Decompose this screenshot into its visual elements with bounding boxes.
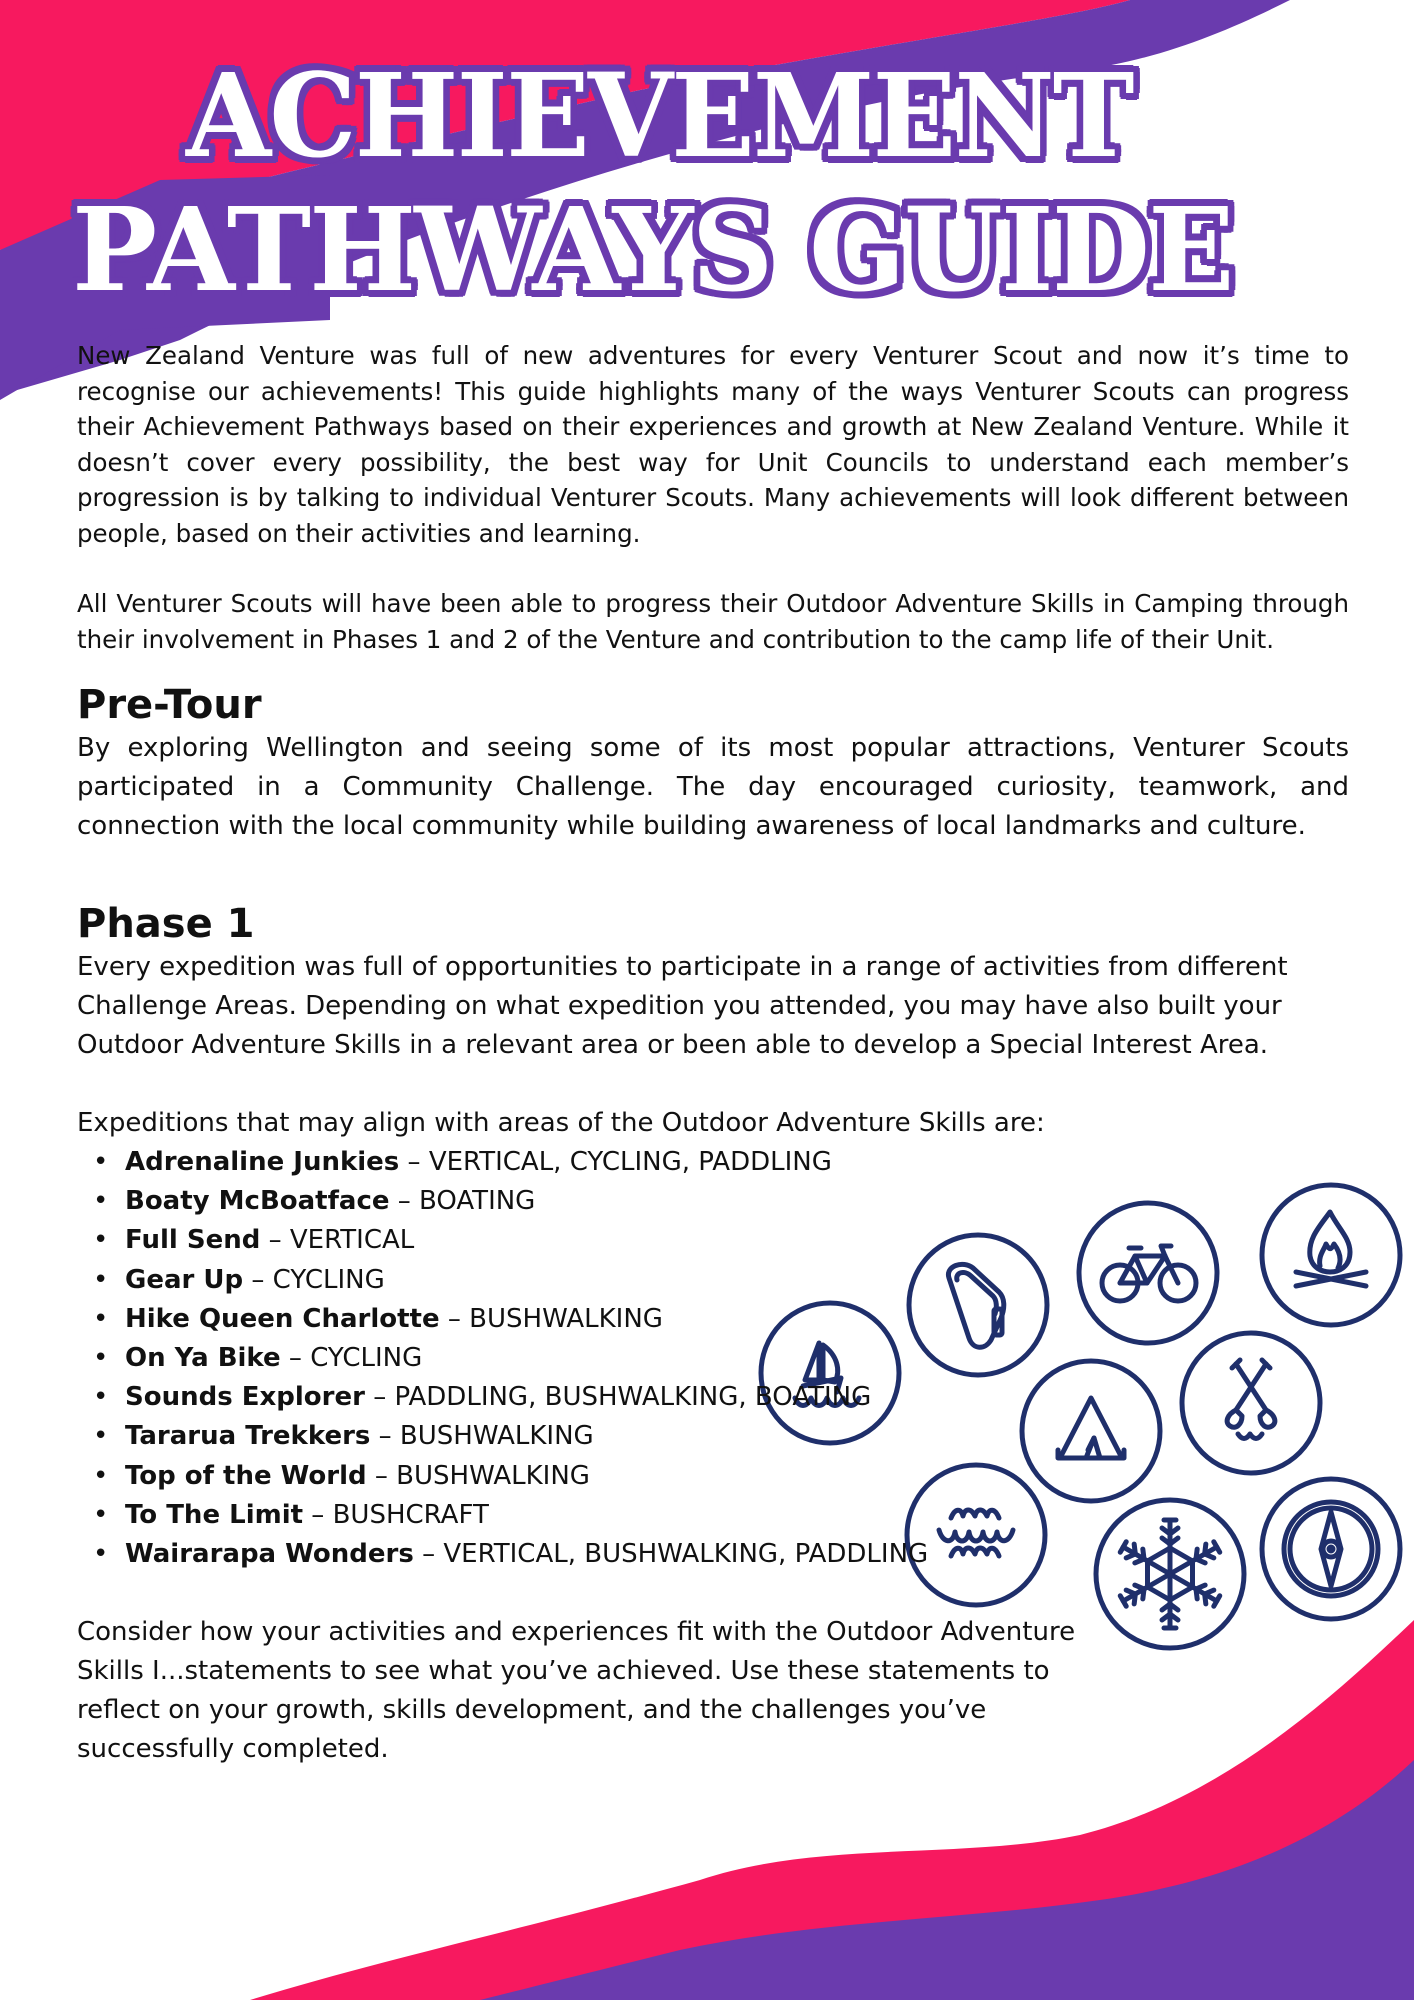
list-item [125,1378,1349,1417]
expedition-name: On Ya Bike [125,1343,281,1374]
list-item [125,1261,1349,1300]
separator: – [399,1147,429,1177]
list-item [125,1300,1349,1339]
pretour-body: By exploring Wellington and seeing some of its most popular attractions, Venturer Scouts participated in a Community Challenge. The day encouraged curiosity, teamwork, and connection with the local community while building awareness of local landmarks and culture. [77,733,1349,841]
list-item [125,1496,1349,1535]
separator: – [243,1264,273,1295]
intro-paragraph-2: All Venturer Scouts will have been able to progress their Outdoor Adventure Skills in Camping through their involvement in Phases 1 and 2 of the Venture and contribution to the camp life of their Unit. [77,589,1349,654]
list-item [125,1417,1349,1456]
document-content [77,338,1349,1769]
expedition-name: Adrenaline Junkies [125,1147,400,1177]
expedition-skills: CYCLING [272,1264,385,1295]
expedition-skills: BOATING [419,1186,536,1217]
separator: – [389,1186,420,1217]
expeditions-list [77,1143,1349,1574]
expedition-skills: CYCLING [310,1343,423,1374]
separator: – [280,1343,311,1374]
list-item [125,1182,1349,1221]
separator: – [370,1421,400,1452]
expedition-name: Full Send [125,1225,261,1256]
separator: – [439,1303,470,1334]
expedition-name: Sounds Explorer [125,1382,365,1413]
separator: – [303,1499,333,1530]
closing-paragraph: Consider how your activities and experiences fit with the Outdoor Adventure Skills I...statements to see what you’ve achieved. Use these statements to reflect on your growth, skills development, and the challenges you’ve successfully completed. [77,1617,1076,1765]
expedition-name: Hike Queen Charlotte [125,1303,440,1334]
expedition-skills: BUSHWALKING [469,1303,663,1334]
expedition-skills: BUSHCRAFT [332,1499,489,1530]
expedition-skills: BUSHWALKING [396,1460,590,1491]
expedition-skills: BUSHWALKING [399,1421,594,1452]
expedition-name: Boaty McBoatface [125,1186,390,1217]
pretour-heading: Pre-Tour [77,682,262,728]
title-block [0,0,1414,330]
expedition-skills: VERTICAL, CYCLING, PADDLING [428,1147,832,1177]
expedition-skills: PADDLING, BUSHWALKING, BOATING [394,1382,872,1413]
title-line-2: PATHWAYS GUIDE [72,181,1233,318]
expedition-name: Wairarapa Wonders [125,1539,414,1570]
expedition-skills: VERTICAL [289,1225,415,1256]
expedition-name: Top of the World [125,1460,367,1491]
phase1-body: Every expedition was full of opportunities to participate in a range of activities from different Challenge Areas. Depending on what expedition you attended, you may have also built your Outdoor Adventure Skills in a relevant area or been able to develop a Special Interest Area. [77,952,1288,1060]
list-item [125,1143,1349,1182]
list-item [125,1221,1349,1260]
expedition-name: To The Limit [125,1499,304,1530]
list-item [125,1457,1349,1496]
phase1-heading: Phase 1 [77,901,255,947]
list-item [125,1535,1349,1574]
separator: – [366,1460,397,1491]
expedition-name: Tararua Trekkers [125,1421,371,1452]
separator: – [364,1382,395,1413]
expedition-skills: VERTICAL, BUSHWALKING, PADDLING [443,1539,929,1570]
separator: – [260,1225,290,1256]
list-item [125,1339,1349,1378]
title-line-1: ACHIEVEMENT [186,47,1133,184]
intro-paragraph-1: New Zealand Venture was full of new adventures for every Venturer Scout and now it’s time to recognise our achievements! This guide highlights many of the ways Venturer Scouts can progress their Achievement Pathways based on their experiences and growth at New Zealand Venture. While it doesn’t cover every possibility, the best way for Unit Councils to understand each member’s progression is by talking to individual Venturer Scouts. Many achievements will look different between people, based on their activities and learning. [77,341,1349,548]
expeditions-intro: Expeditions that may align with areas of the Outdoor Adventure Skills are: [77,1108,1045,1138]
separator: – [413,1539,444,1570]
expedition-name: Gear Up [125,1264,244,1295]
